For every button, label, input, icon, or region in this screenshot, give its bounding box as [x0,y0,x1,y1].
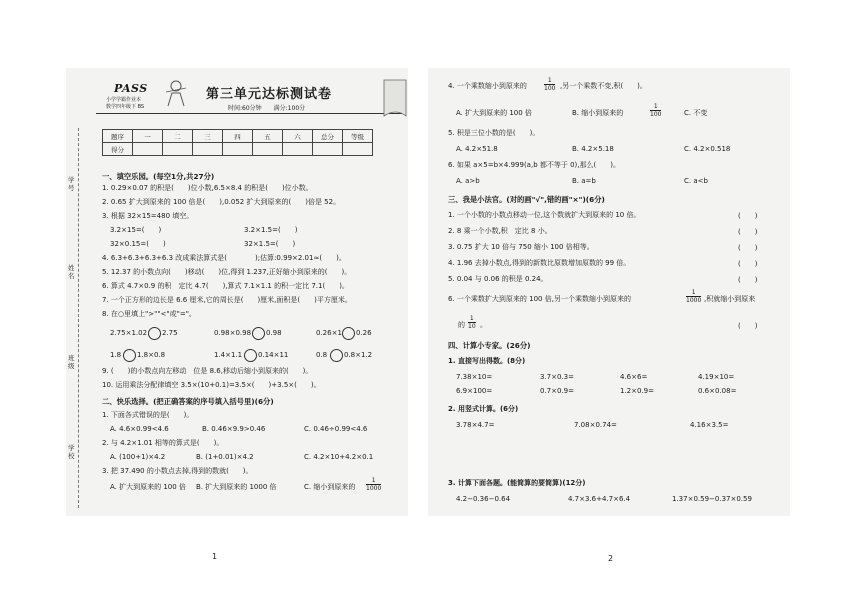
question-text-line2: 的 [458,321,465,329]
choice-question-3: 3. 把 37.490 的小数点去掉,得到的数就( )。 [102,467,253,475]
fraction-one-thousandth [686,289,701,304]
question-1-9: 9. ( )的小数点向左移动 位是 8.6,移动后缩小到原来的( )。 [102,367,313,375]
answer-bracket[interactable]: ( ) [738,228,758,236]
score-header-cell: 四 [223,130,253,143]
score-header-cell: 总分 [313,130,343,143]
choice-option[interactable]: B. 0.46×9.9>0.46 [202,425,266,433]
choice-option[interactable]: A. 4.2×51.8 [456,145,498,153]
score-cell[interactable] [133,143,163,156]
question-text-rest: ,积就缩小到原来 [704,295,756,303]
side-label-class: 班级 [68,354,75,370]
question-text-rest: ,另一个乘数不变,积( )。 [560,82,647,90]
fraction-denominator: 1000 [366,485,382,492]
judge-question-1: 1. 一个小数的小数点移动一位,这个数就扩大到原来的 10 倍。 [448,211,641,219]
choice-option[interactable]: B. 缩小到原来的 [572,109,624,117]
fraction-denominator: 100 [544,85,556,92]
header-divider [96,113,402,114]
calc-item[interactable]: 4.16×3.5= [690,421,729,429]
score-header-cell: 六 [283,130,313,143]
section-3-title: 三、我是小法官。(对的画"√",错的画"×")(6分) [448,195,605,204]
judge-question-5: 5. 0.04 与 0.06 的积是 0.24。 [448,275,548,283]
calc-part-2-title: 2. 用竖式计算。(6分) [448,405,519,413]
question-1-10: 10. 运用乘法分配律填空 3.5×(10+0.1)=3.5×( )+3.5×( )。 [102,381,321,389]
choice-question-5: 5. 积是三位小数的是( )。 [448,129,540,137]
calc-item[interactable]: 7.08×0.74= [574,421,617,429]
score-cell[interactable] [283,143,313,156]
choice-option[interactable]: A. 4.6×0.99<4.6 [110,425,169,433]
fraction-numerator: 1 [650,103,661,111]
score-cell[interactable] [163,143,193,156]
compare-right: 0.14×11 [258,351,289,359]
compare-circle[interactable] [330,349,343,362]
compare-circle[interactable] [252,327,265,340]
choice-option[interactable]: A. 扩大到原来的 100 倍 [456,109,532,117]
choice-option[interactable]: B. a=b [572,177,596,185]
compare-circle[interactable] [342,327,355,340]
question-1-4: 4. 6.3+6.3+6.3+6.3 改成乘法算式是( );估算:0.99×2.01≈( )。 [102,254,346,262]
compare-circle[interactable] [148,327,161,340]
choice-option[interactable]: C. 0.46÷0.99<4.6 [304,425,368,433]
score-header-cell: 等级 [343,130,373,143]
choice-option[interactable]: A. a>b [456,177,480,185]
fraction-numerator: 1 [686,289,701,297]
choice-option[interactable]: B. 扩大到原来的 1000 倍 [196,483,277,491]
judge-question-2: 2. 8 乘一个小数,积 定比 8 小。 [448,227,552,235]
question-1-3a: 3.2×15=( ) [110,226,162,234]
choice-option[interactable]: C. 缩小到原来的 [304,483,356,491]
compare-circle[interactable] [123,349,136,362]
compare-left: 1.4×1.1 [214,351,243,359]
compare-right: 0.98 [266,329,282,337]
calc-item[interactable]: 1.2×0.9= [620,387,654,395]
score-header-cell: 三 [193,130,223,143]
question-text: 4. 一个乘数缩小到原来的 [448,82,527,90]
judge-question-6: 6. 一个乘数扩大到原来的 100 倍,另一个乘数缩小到原来的 [448,295,631,303]
score-cell[interactable] [253,143,283,156]
compare-left: 1.8 [110,351,122,359]
calc-item[interactable]: 6.9×100= [456,387,493,395]
answer-bracket[interactable]: ( ) [738,244,758,252]
calc-item[interactable]: 0.6×0.08= [698,387,737,395]
calc-item[interactable]: 1.37×0.59−0.37×0.59 [672,495,752,503]
question-1-1: 1. 0.29×0.07 的积是( )位小数,6.5×8.4 的积是( )位小数。 [102,184,313,192]
choice-option[interactable]: C. 4.2×0.518 [684,145,731,153]
score-cell[interactable] [343,143,373,156]
compare-left: 2.75×1.02 [110,329,148,337]
calc-item[interactable]: 4.7×3.6+4.7×6.4 [568,495,631,503]
question-1-3b: 3.2×1.5=( ) [244,226,298,234]
question-1-8: 8. 在○里填上">""<"或"="。 [102,310,196,318]
judge-question-3: 3. 0.75 扩大 10 倍与 750 缩小 100 倍相等。 [448,243,594,251]
compare-left: 0.8 [316,351,328,359]
calc-item[interactable]: 4.6×6= [620,373,648,381]
score-cell[interactable] [313,143,343,156]
compare-right: 1.8×0.8 [137,351,166,359]
choice-question-2: 2. 与 4.2×1.01 相等的算式是( )。 [102,439,224,447]
question-1-3c: 32×0.15=( ) [110,240,166,248]
section-2-title: 二、快乐选择。(把正确答案的序号填入括号里)(6分) [102,397,274,406]
calc-item[interactable]: 4.19×10= [698,373,735,381]
compare-right: 0.8×1.2 [344,351,373,359]
fraction-denominator: 100 [650,111,662,118]
fraction-one-hundredth [544,77,555,92]
fraction-denominator: 1000 [686,297,702,304]
question-text-end: 。 [480,321,487,329]
answer-bracket[interactable]: ( ) [738,276,758,284]
question-1-2: 2. 0.65 扩大到原来的 100 倍是( ),0.052 扩大到原来的( )倍是 52。 [102,198,341,206]
choice-option[interactable]: A. 扩大到原来的 100 倍 [110,483,186,491]
fraction-denominator: 10 [468,323,476,330]
choice-question-6: 6. 如果 a×5=b×4.999(a,b 都不等于 0),那么( )。 [448,161,620,169]
calc-item[interactable]: 3.7×0.3= [540,373,574,381]
page-number-1: 1 [212,552,218,561]
section-1-title: 一、填空乐园。(每空1分,共27分) [102,172,215,181]
fraction-one-tenth [468,315,476,330]
question-1-7: 7. 一个正方形的边长是 6.6 厘米,它的周长是( )厘米,面积是( )平方厘米。 [102,296,352,304]
compare-right: 0.26 [356,329,372,337]
compare-left: 0.26×1 [316,329,342,337]
answer-bracket[interactable]: ( ) [738,212,758,220]
fraction-numerator: 1 [366,477,381,485]
fraction-numerator: 1 [544,77,555,85]
page-curl-icon [382,78,408,118]
logo-subtitle-2: 数学四年级下 BS [106,104,145,110]
exam-page-1 [66,68,408,516]
score-header-cell: 题序 [103,130,133,143]
section-4-title: 四、计算小专家。(26分) [448,341,531,350]
time-and-score: 时间:60分钟 满分:100分 [228,105,306,112]
question-1-3d: 32×1.5=( ) [244,240,296,248]
side-label-student-id: 学号 [68,176,75,192]
calc-item[interactable]: 7.38×10= [456,373,493,381]
binding-line [78,128,79,508]
calc-part-3-title: 3. 计算下面各题。(能简算的要简算)(12分) [448,479,586,487]
compare-left: 0.98×0.98 [214,329,252,337]
choice-option[interactable]: C. 4.2×10+4.2×0.1 [304,453,374,461]
logo-subtitle-1: 小学学霸作业本 [106,97,142,103]
compare-right: 2.75 [162,329,178,337]
side-label-name: 姓名 [68,264,75,280]
fraction-one-thousandth [366,477,381,492]
score-header-cell: 二 [163,130,193,143]
answer-bracket[interactable]: ( ) [738,322,758,330]
choice-option[interactable]: B. 4.2×5.18 [572,145,614,153]
question-1-6: 6. 算式 4.7×0.9 的积 定比 4.7( ),算式 7.1×1.1 的积一定比 7.1( )。 [102,282,349,290]
page-number-2: 2 [608,554,614,563]
answer-bracket[interactable]: ( ) [738,260,758,268]
choice-question-1: 1. 下面各式错误的是( )。 [102,411,194,419]
brand-logo: PASS [114,82,148,95]
exam-title: 第三单元达标测试卷 [206,87,333,102]
score-cell[interactable] [223,143,253,156]
choice-option[interactable]: C. a<b [684,177,708,185]
score-cell[interactable] [193,143,223,156]
calc-item[interactable]: 0.7×0.9= [540,387,574,395]
choice-question-4 [448,82,527,91]
calc-part-1-title: 1. 直接写出得数。(8分) [448,357,526,365]
compare-circle[interactable] [244,349,257,362]
exam-page-2 [428,68,790,516]
choice-option[interactable]: B. (1+0.01)×4.2 [196,453,254,461]
score-label-cell: 得分 [103,143,133,156]
choice-option[interactable]: A. (100+1)×4.2 [110,453,166,461]
question-1-3: 3. 根据 32×15=480 填空。 [102,212,194,220]
score-table [102,129,373,156]
fraction-one-hundredth [650,103,661,118]
question-1-5: 5. 12.37 的小数点向( )移动( )位,得到 1.237,正好缩小到原来的( )。 [102,268,352,276]
score-header-cell: 五 [253,130,283,143]
calc-item[interactable]: 3.78×4.7= [456,421,495,429]
score-header-cell: 一 [133,130,163,143]
judge-question-4: 4. 1.96 去掉小数点,得到的新数比原数增加原数的 99 倍。 [448,259,631,267]
choice-option[interactable]: C. 不变 [684,109,708,117]
calc-item[interactable]: 4.2−0.36−0.64 [456,495,511,503]
fraction-numerator: 1 [469,315,474,322]
side-label-school: 学校 [68,444,75,460]
child-illustration-icon [162,78,190,108]
